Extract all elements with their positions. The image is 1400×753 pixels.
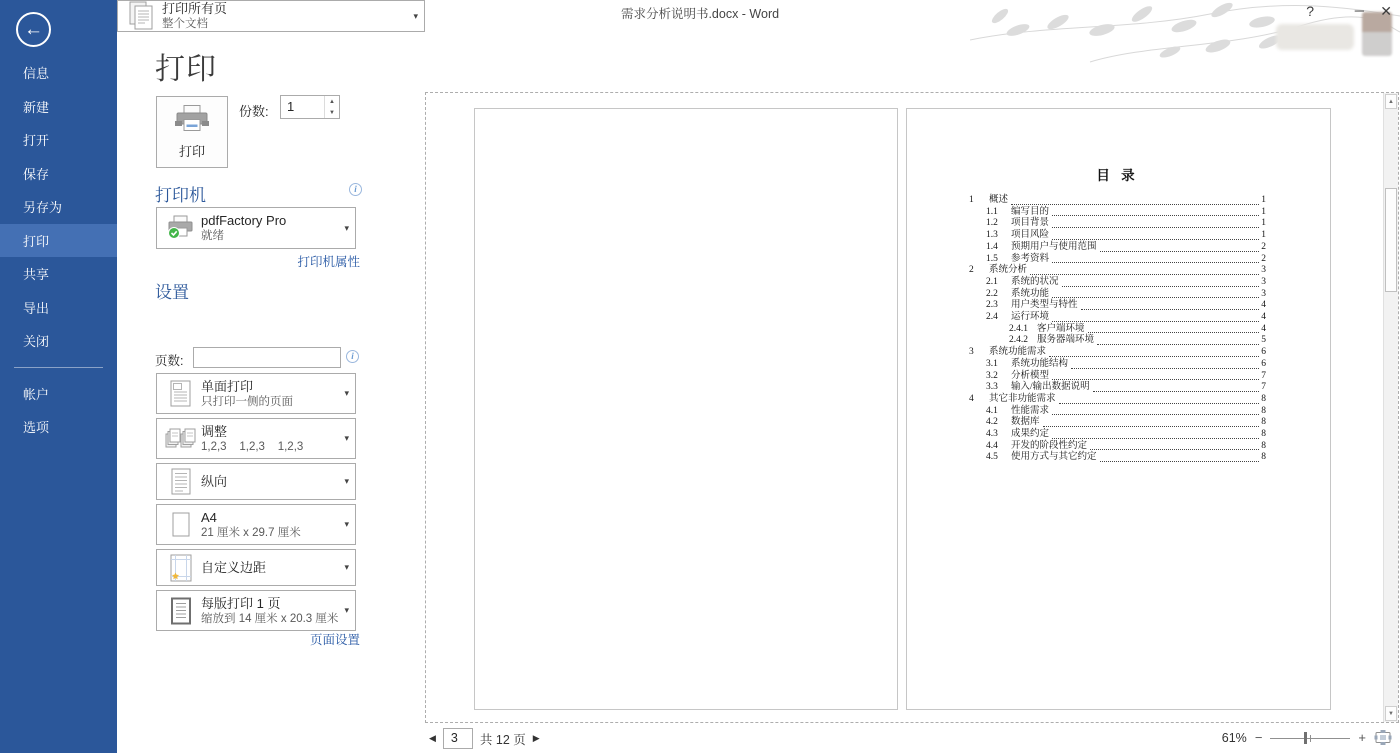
sidebar-item-label: 导出 (23, 300, 50, 316)
toc-entry (986, 218, 1266, 230)
copies-label: 份数: (239, 104, 269, 119)
toc-entry (969, 195, 1266, 207)
sidebar-item-close[interactable] (0, 324, 117, 358)
sidebar-item-save-as[interactable] (0, 190, 117, 224)
printer-status: 就绪 (201, 230, 224, 242)
toc-entry (986, 359, 1266, 371)
toc-entry-title: 编写目的 (1011, 206, 1050, 217)
toc-entry-title: 服务器端环境 (1037, 335, 1095, 346)
toc-entry-page: 6 (1261, 358, 1266, 369)
preview-page-blank (474, 108, 898, 710)
toc-entry-page: 1 (1261, 195, 1266, 205)
printer-dropdown[interactable] (156, 207, 356, 249)
printer-properties-link[interactable]: 打印机属性 (297, 255, 360, 269)
zoom-to-page-icon[interactable] (1374, 729, 1392, 746)
dotted-leader (1088, 324, 1260, 333)
pages-label: 页数: (155, 354, 184, 368)
sidebar-item-label: 新建 (23, 99, 50, 115)
toc-entry (986, 441, 1266, 453)
spin-down-icon[interactable]: ▼ (329, 109, 335, 116)
toc-entry-number: 2.4 (986, 312, 998, 323)
toc-entry-title: 数据库 (1011, 417, 1040, 428)
toc-entry (986, 371, 1266, 383)
toc-entry-title: 概述 (989, 195, 1009, 205)
toc-entry (986, 429, 1266, 441)
chevron-down-icon: ▾ (344, 222, 349, 233)
help-icon[interactable]: ? (1306, 3, 1314, 19)
toc-entry-number: 2.3 (986, 300, 998, 311)
back-button[interactable] (16, 12, 51, 47)
toc-entry (986, 452, 1266, 464)
margins-icon (161, 553, 201, 583)
zoom-out-icon[interactable]: − (1254, 730, 1263, 745)
toc-entry-number: 4.3 (986, 429, 998, 440)
toc-entry-number: 3.3 (986, 382, 998, 393)
toc-entry-number: 4.2 (986, 417, 998, 428)
dotted-leader (1052, 406, 1259, 415)
toc-entry-page: 2 (1261, 241, 1266, 252)
toc-entry-number: 1.3 (986, 230, 998, 241)
dotted-leader (1052, 289, 1259, 298)
sidebar-item-label: 另存为 (23, 200, 63, 216)
toc-entry-number: 2.1 (986, 276, 998, 287)
toc-entry (986, 289, 1266, 301)
dotted-leader (1090, 441, 1259, 450)
settings-group-rest (156, 373, 356, 631)
printer-name: pdfFactory Pro (201, 213, 287, 228)
page-setup-link[interactable]: 页面设置 (309, 633, 360, 647)
toc-entry-title: 输入/输出数据说明 (1011, 382, 1090, 393)
toc-entry-number: 2.4.2 (1009, 335, 1028, 346)
dotted-leader (1071, 360, 1259, 369)
setting-description: 整个文档 (162, 18, 208, 30)
toc-entry-page: 1 (1261, 206, 1266, 217)
toc-entry-page: 1 (1261, 218, 1266, 229)
setting-dropdown-duplex[interactable] (156, 373, 356, 414)
toc-entry-title: 项目风险 (1011, 230, 1050, 241)
printer-section-heading: 打印机 (155, 186, 206, 205)
sidebar-item-label: 保存 (23, 166, 50, 182)
toc-entry (986, 242, 1266, 254)
dotted-leader (1100, 453, 1260, 462)
dotted-leader (1081, 301, 1260, 310)
toc-entry-number: 3.1 (986, 358, 998, 369)
toc-entry-title: 系统分析 (989, 265, 1028, 276)
print-preview-area (425, 92, 1399, 723)
toc-entry-page: 8 (1261, 429, 1266, 440)
sidebar-item-open[interactable] (0, 123, 117, 157)
toc-entry-number: 4.4 (986, 440, 998, 451)
paper-size-icon (161, 510, 201, 540)
dotted-leader (1043, 418, 1260, 427)
toc-entry-title: 使用方式与其它约定 (1011, 452, 1097, 463)
toc-entry-number: 2.4.1 (1009, 323, 1028, 334)
sidebar-item-label: 打印 (23, 233, 50, 249)
toc-entry-title: 系统功能需求 (989, 347, 1047, 358)
toc-entry-number: 2.2 (986, 288, 998, 299)
toc-entry-page: 8 (1261, 393, 1266, 404)
toc-entry-page: 6 (1261, 347, 1266, 358)
toc-entry-page: 8 (1261, 405, 1266, 416)
table-of-contents (969, 166, 1266, 464)
toc-entry-number: 2 (969, 265, 974, 276)
toc-entry-title: 系统的状况 (1011, 276, 1059, 287)
zoom-slider-thumb[interactable] (1304, 732, 1307, 744)
toc-entry-page: 4 (1261, 323, 1266, 334)
toc-entry-title: 客户端环境 (1037, 323, 1085, 334)
toc-entry-page: 2 (1261, 253, 1266, 264)
one-sided-icon (161, 379, 201, 409)
toc-entry-page: 8 (1261, 452, 1266, 463)
setting-value: A4 (201, 509, 217, 525)
zoom-level: 61% (1221, 730, 1247, 745)
printer-icon (173, 104, 211, 138)
zoom-controls (1222, 729, 1392, 746)
toc-entry-number: 4.1 (986, 405, 998, 416)
dotted-leader (1052, 430, 1259, 439)
toc-entry (986, 406, 1266, 418)
dotted-leader (1011, 196, 1259, 205)
toc-entry (969, 265, 1266, 277)
toc-entry (986, 417, 1266, 429)
dotted-leader (1059, 395, 1260, 404)
dotted-leader (1052, 313, 1259, 322)
dotted-leader (1049, 348, 1259, 357)
sidebar-item-save[interactable] (0, 157, 117, 191)
dotted-leader (1052, 219, 1259, 228)
toc-entry-page: 8 (1261, 417, 1266, 428)
setting-dropdown-paper-size[interactable] (156, 504, 356, 545)
toc-entry-page: 1 (1261, 230, 1266, 241)
setting-description: 21 厘米 x 29.7 厘米 (201, 526, 301, 539)
dotted-leader (1093, 383, 1260, 392)
setting-dropdown-orientation[interactable] (156, 463, 356, 500)
scroll-up-icon[interactable]: ▲ (1385, 94, 1397, 109)
preview-scrollbar[interactable] (1383, 93, 1398, 722)
dotted-leader (1052, 231, 1259, 240)
settings-group-first (117, 0, 425, 32)
toc-entry-title: 分析模型 (1011, 370, 1050, 381)
settings-section-heading: 设置 (155, 283, 189, 302)
setting-value: 打印所有页 (162, 1, 228, 16)
dotted-leader (1062, 278, 1260, 287)
toc-entry-page: 3 (1261, 288, 1266, 299)
toc-entry-number: 3.2 (986, 370, 998, 381)
setting-value: 每版打印 1 页 (201, 595, 281, 611)
toc-entry-number: 1.4 (986, 241, 998, 252)
dotted-leader (1097, 336, 1259, 345)
setting-description: 只打印一侧的页面 (201, 395, 293, 408)
toc-entry-number: 4 (969, 393, 974, 404)
page-title: 打印 (155, 53, 217, 86)
chevron-down-icon: ▾ (344, 433, 349, 443)
dotted-leader (1052, 371, 1259, 380)
setting-dropdown-pages-per-sheet[interactable] (156, 590, 356, 631)
toc-title: 目 录 (1096, 168, 1139, 183)
setting-value: 单面打印 (201, 378, 254, 394)
pages-info-icon[interactable]: i (346, 350, 359, 363)
scrollbar-thumb[interactable] (1385, 188, 1397, 292)
toc-entry (986, 230, 1266, 242)
toc-entry-title: 系统功能结构 (1011, 358, 1069, 369)
toc-entry-number: 1.5 (986, 253, 998, 264)
chevron-down-icon: ▾ (344, 562, 349, 572)
dotted-leader (1100, 243, 1260, 252)
toc-entry (1009, 335, 1266, 347)
toc-entry (986, 207, 1266, 219)
sidebar-item-info[interactable] (0, 56, 117, 90)
sidebar-item-new[interactable] (0, 90, 117, 124)
sidebar-item-export[interactable] (0, 291, 117, 325)
toc-entry-number: 4.5 (986, 452, 998, 463)
toc-entry-title: 用户类型与特性 (1011, 300, 1078, 311)
toc-entry-page: 3 (1261, 265, 1266, 276)
toc-entry-title: 运行环境 (1011, 312, 1050, 323)
pages-per-sheet-icon (161, 596, 201, 626)
printer-info-icon[interactable]: i (349, 183, 362, 196)
page-navigation (429, 728, 540, 749)
dotted-leader (1030, 266, 1259, 275)
setting-dropdown-margins[interactable] (156, 549, 356, 586)
copies-stepper[interactable] (280, 95, 340, 119)
redacted-area (1276, 24, 1354, 50)
toc-entry-title: 开发的阶段性约定 (1011, 440, 1088, 451)
sidebar-item-label: 信息 (23, 66, 50, 82)
toc-entry (1009, 324, 1266, 336)
toc-entry-title: 系统功能 (1011, 288, 1050, 299)
toc-entry (986, 300, 1266, 312)
toc-entry-number: 1.2 (986, 218, 998, 229)
toc-entry (969, 347, 1266, 359)
toc-entry-title: 其它非功能需求 (989, 393, 1056, 404)
setting-dropdown-collation[interactable] (156, 418, 356, 459)
sidebar-item-account[interactable] (0, 377, 117, 411)
current-page-input[interactable]: 3 (443, 728, 473, 749)
toc-entry (969, 394, 1266, 406)
zoom-slider[interactable] (1270, 731, 1350, 745)
toc-entry-number: 1 (969, 195, 974, 205)
sidebar-menu (0, 56, 117, 444)
toc-entry-page: 5 (1261, 335, 1266, 346)
sidebar-item-label: 共享 (23, 267, 50, 283)
backstage-sidebar (0, 0, 117, 753)
chevron-down-icon: ▾ (413, 10, 418, 21)
copies-value: 1 (287, 99, 295, 114)
previous-page-icon[interactable]: ◀ (429, 733, 436, 743)
sidebar-item-label: 打开 (23, 133, 50, 149)
toc-entry-number: 3 (969, 347, 974, 358)
sidebar-item-label: 帐户 (23, 386, 50, 402)
toc-entry-title: 项目背景 (1011, 218, 1050, 229)
toc-entry-number: 1.1 (986, 206, 998, 217)
zoom-in-icon[interactable]: + (1358, 730, 1366, 745)
collated-icon (161, 425, 201, 453)
chevron-down-icon: ▾ (344, 605, 349, 615)
printer-ready-icon (161, 215, 201, 241)
setting-value: 纵向 (201, 473, 228, 489)
preview-statusbar (425, 723, 1400, 753)
preview-page-toc (906, 108, 1331, 710)
portrait-icon (161, 467, 201, 497)
sidebar-item-share[interactable] (0, 257, 117, 291)
setting-value: 自定义边距 (201, 559, 267, 575)
toc-entry-page: 7 (1261, 370, 1266, 381)
spin-up-icon[interactable]: ▲ (329, 98, 335, 105)
setting-description: 缩放到 14 厘米 x 20.3 厘米 (201, 612, 339, 625)
sidebar-item-print[interactable] (0, 224, 117, 258)
toc-entry-page: 7 (1261, 382, 1266, 393)
close-icon[interactable]: ✕ (1380, 3, 1392, 19)
setting-description: 1,2,3 1,2,3 1,2,3 (201, 440, 304, 453)
page-count: 共 12 页 (479, 732, 526, 747)
dotted-leader (1052, 207, 1259, 216)
toc-entry (986, 382, 1266, 394)
toc-entry-page: 4 (1261, 300, 1266, 311)
toc-entry-title: 参考资料 (1011, 253, 1050, 264)
print-all-pages-icon (122, 1, 162, 31)
sidebar-item-label: 关闭 (23, 334, 50, 350)
next-page-icon[interactable]: ▶ (532, 733, 540, 743)
toc-entry (986, 254, 1266, 266)
toc-entry-title: 性能需求 (1011, 405, 1050, 416)
chevron-down-icon: ▾ (344, 476, 349, 486)
toc-entry-page: 8 (1261, 440, 1266, 451)
toc-entry (986, 277, 1266, 289)
print-button-label: 打印 (178, 144, 205, 159)
toc-entry-page: 4 (1261, 312, 1266, 323)
setting-dropdown-print-range[interactable] (117, 0, 425, 32)
setting-value: 调整 (201, 423, 228, 439)
print-panel (117, 0, 425, 753)
window-title: 需求分析说明书.docx - Word (620, 7, 780, 21)
chevron-down-icon: ▾ (344, 388, 349, 398)
toc-entry (986, 312, 1266, 324)
sidebar-item-label: 选项 (23, 420, 50, 436)
print-button[interactable] (156, 96, 228, 168)
sidebar-item-options[interactable] (0, 410, 117, 444)
scroll-down-icon[interactable]: ▼ (1385, 706, 1397, 721)
toc-entry-page: 3 (1261, 276, 1266, 287)
back-arrow-icon: ← (24, 18, 43, 40)
chevron-down-icon: ▾ (344, 519, 349, 529)
toc-entry-title: 成果约定 (1011, 429, 1050, 440)
pages-input[interactable] (193, 347, 341, 368)
minimize-icon[interactable]: ─ (1354, 3, 1364, 18)
toc-entry-title: 预期用户与使用范围 (1011, 241, 1097, 252)
dotted-leader (1052, 254, 1259, 263)
sidebar-divider (14, 367, 103, 368)
